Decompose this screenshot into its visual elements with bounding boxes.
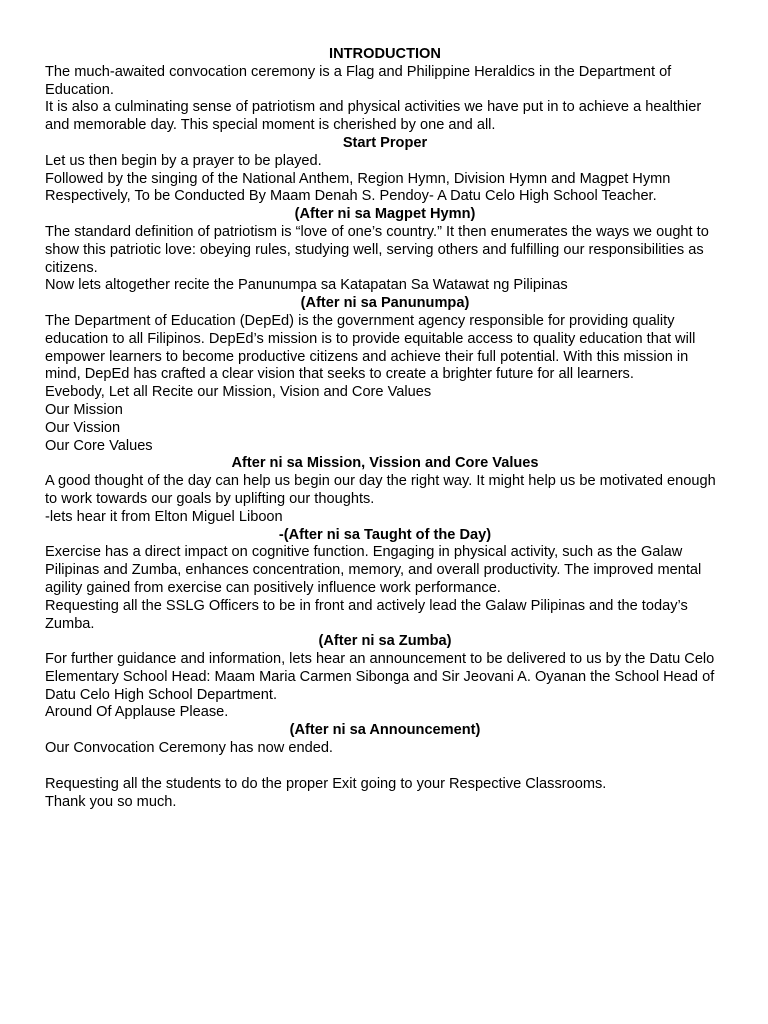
section-heading: (After ni sa Magpet Hymn) bbox=[294, 206, 476, 223]
paragraph: Our Convocation Ceremony has now ended. bbox=[45, 740, 333, 757]
paragraph: Thank you so much. bbox=[45, 793, 177, 810]
paragraph: Requesting all the SSLG Officers to be in front and actively lead the Galaw Pilipinas and the today’s Zumba. bbox=[45, 597, 688, 632]
paragraph: Our Core Values bbox=[45, 437, 153, 454]
paragraph: Now lets altogether recite the Panunumpa sa Katapatan Sa Watawat ng Pilipinas bbox=[45, 277, 568, 294]
paragraph: Followed by the singing of the National Anthem, Region Hymn, Division Hymn and Magpet Hymn Respectively, To be Conducted By Maam Denah S. Pendoy- A Datu Celo High School Teacher. bbox=[45, 170, 671, 205]
paragraph: Let us then begin by a prayer to be played. bbox=[45, 152, 322, 169]
section-heading: (After ni sa Announcement) bbox=[289, 722, 481, 739]
paragraph: Around Of Applause Please. bbox=[45, 704, 229, 721]
section-heading: (After ni sa Zumba) bbox=[318, 633, 452, 650]
paragraph: For further guidance and information, lets hear an announcement to be delivered to us by the Datu Celo Elementary School Head: Maam Maria Carmen Sibonga and Sir Jeovani A. Oyanan the School Head of Datu Celo High School Department. bbox=[45, 651, 715, 703]
blank-line bbox=[45, 758, 725, 776]
paragraph: Our Vission bbox=[45, 419, 121, 436]
paragraph: A good thought of the day can help us begin our day the right way. It might help us be motivated enough to work towards our goals by uplifting our thoughts. bbox=[45, 473, 716, 507]
section-heading: -(After ni sa Taught of the Day) bbox=[278, 526, 492, 543]
paragraph: Requesting all the students to do the proper Exit going to your Respective Classrooms. bbox=[45, 775, 607, 792]
paragraph: The much-awaited convocation ceremony is a Flag and Philippine Heraldics in the Department of Education. bbox=[45, 63, 672, 98]
paragraph: The Department of Education (DepEd) is the government agency responsible for providing quality education to all Filipinos. DepEd’s mission is to provide equitable access to quality education that will empower learners to become productive citizens and achieve their full potential. With this mission in mind, DepEd has crafted a clear vision that seeks to create a brighter future for all learners. bbox=[45, 312, 696, 383]
section-heading: (After ni sa Panunumpa) bbox=[300, 295, 470, 312]
paragraph: -lets hear it from Elton Miguel Liboon bbox=[45, 508, 283, 525]
paragraph: It is also a culminating sense of patriotism and physical activities we have put in to achieve a healthier and memorable day. This special moment is cherished by one and all. bbox=[45, 99, 702, 134]
paragraph: Our Mission bbox=[45, 401, 123, 418]
document-page bbox=[45, 46, 725, 811]
section-heading: After ni sa Mission, Vission and Core Values bbox=[231, 455, 539, 472]
paragraph: The standard definition of patriotism is “love of one’s country.” It then enumerates the ways we ought to show this patriotic love: obeying rules, studying well, serving others and fulfilling our responsibilities as citizens. bbox=[45, 223, 709, 276]
document-body bbox=[45, 64, 725, 812]
paragraph: Evebody, Let all Recite our Mission, Vision and Core Values bbox=[45, 384, 432, 401]
document-title: INTRODUCTION bbox=[329, 46, 441, 62]
paragraph: Exercise has a direct impact on cognitive function. Engaging in physical activity, such as the Galaw Pilipinas and Zumba, enhances concentration, memory, and overall productivity. The improved mental agility gained from exercise can positively influence work performance. bbox=[45, 544, 702, 596]
section-heading: Start Proper bbox=[342, 134, 428, 151]
